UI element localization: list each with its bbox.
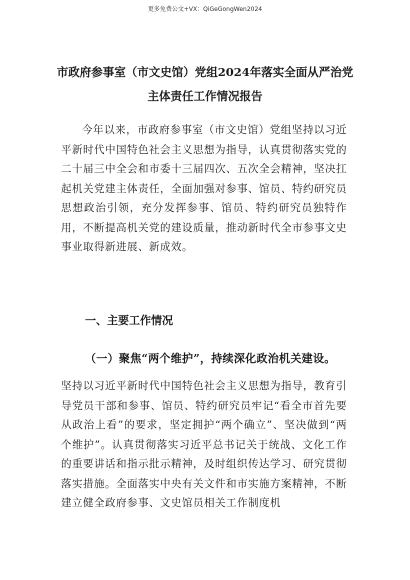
header-note: 更多免费公文+VX：QiGeGongWen2024 — [147, 6, 263, 13]
section-heading: 一、主要工作情况 — [85, 314, 173, 327]
title-line-2: 主体责任工作情况报告 — [147, 89, 263, 103]
body-paragraph: 坚持以习近平新时代中国特色社会主义思想为指导，教育引导党员干部和参事、馆员、特约研究员牢记“看全市首先要从政治上看”的要求，坚定拥护“两个确立”、坚决做到“两个维护”。认真贯彻落实习近平总书记关于统战、文化工作的重要讲话和指示批示精神，及时组织传达学习、研究贯彻落实措施。全面落实中央有关文件和市实施方案精神，不断建立健全政府参事、文史馆员相关工作制度机 — [61, 380, 347, 509]
document-title — [50, 60, 360, 108]
subsection-heading: （一）聚焦“两个维护”，持续深化政治机关建设。 — [85, 352, 336, 365]
intro-paragraph: 今年以来，市政府参事室（市文史馆）党组坚持以习近平新时代中国特色社会主义思想为指导，认真贯彻落实党的二十届三中全会和市委十三届四次、五次全会精神，坚决扛起机关党建主体责任，全面加强对参事、馆员、特约研究员思想政治引领，充分发挥参事、馆员、特约研究员独特作用，不断提高机关党的建设质量，推动新时代全市参事文史事业取得新进展、新成效。 — [61, 124, 347, 253]
title-line-1: 市政府参事室（市文史馆）党组2024年落实全面从严治党 — [56, 65, 354, 79]
